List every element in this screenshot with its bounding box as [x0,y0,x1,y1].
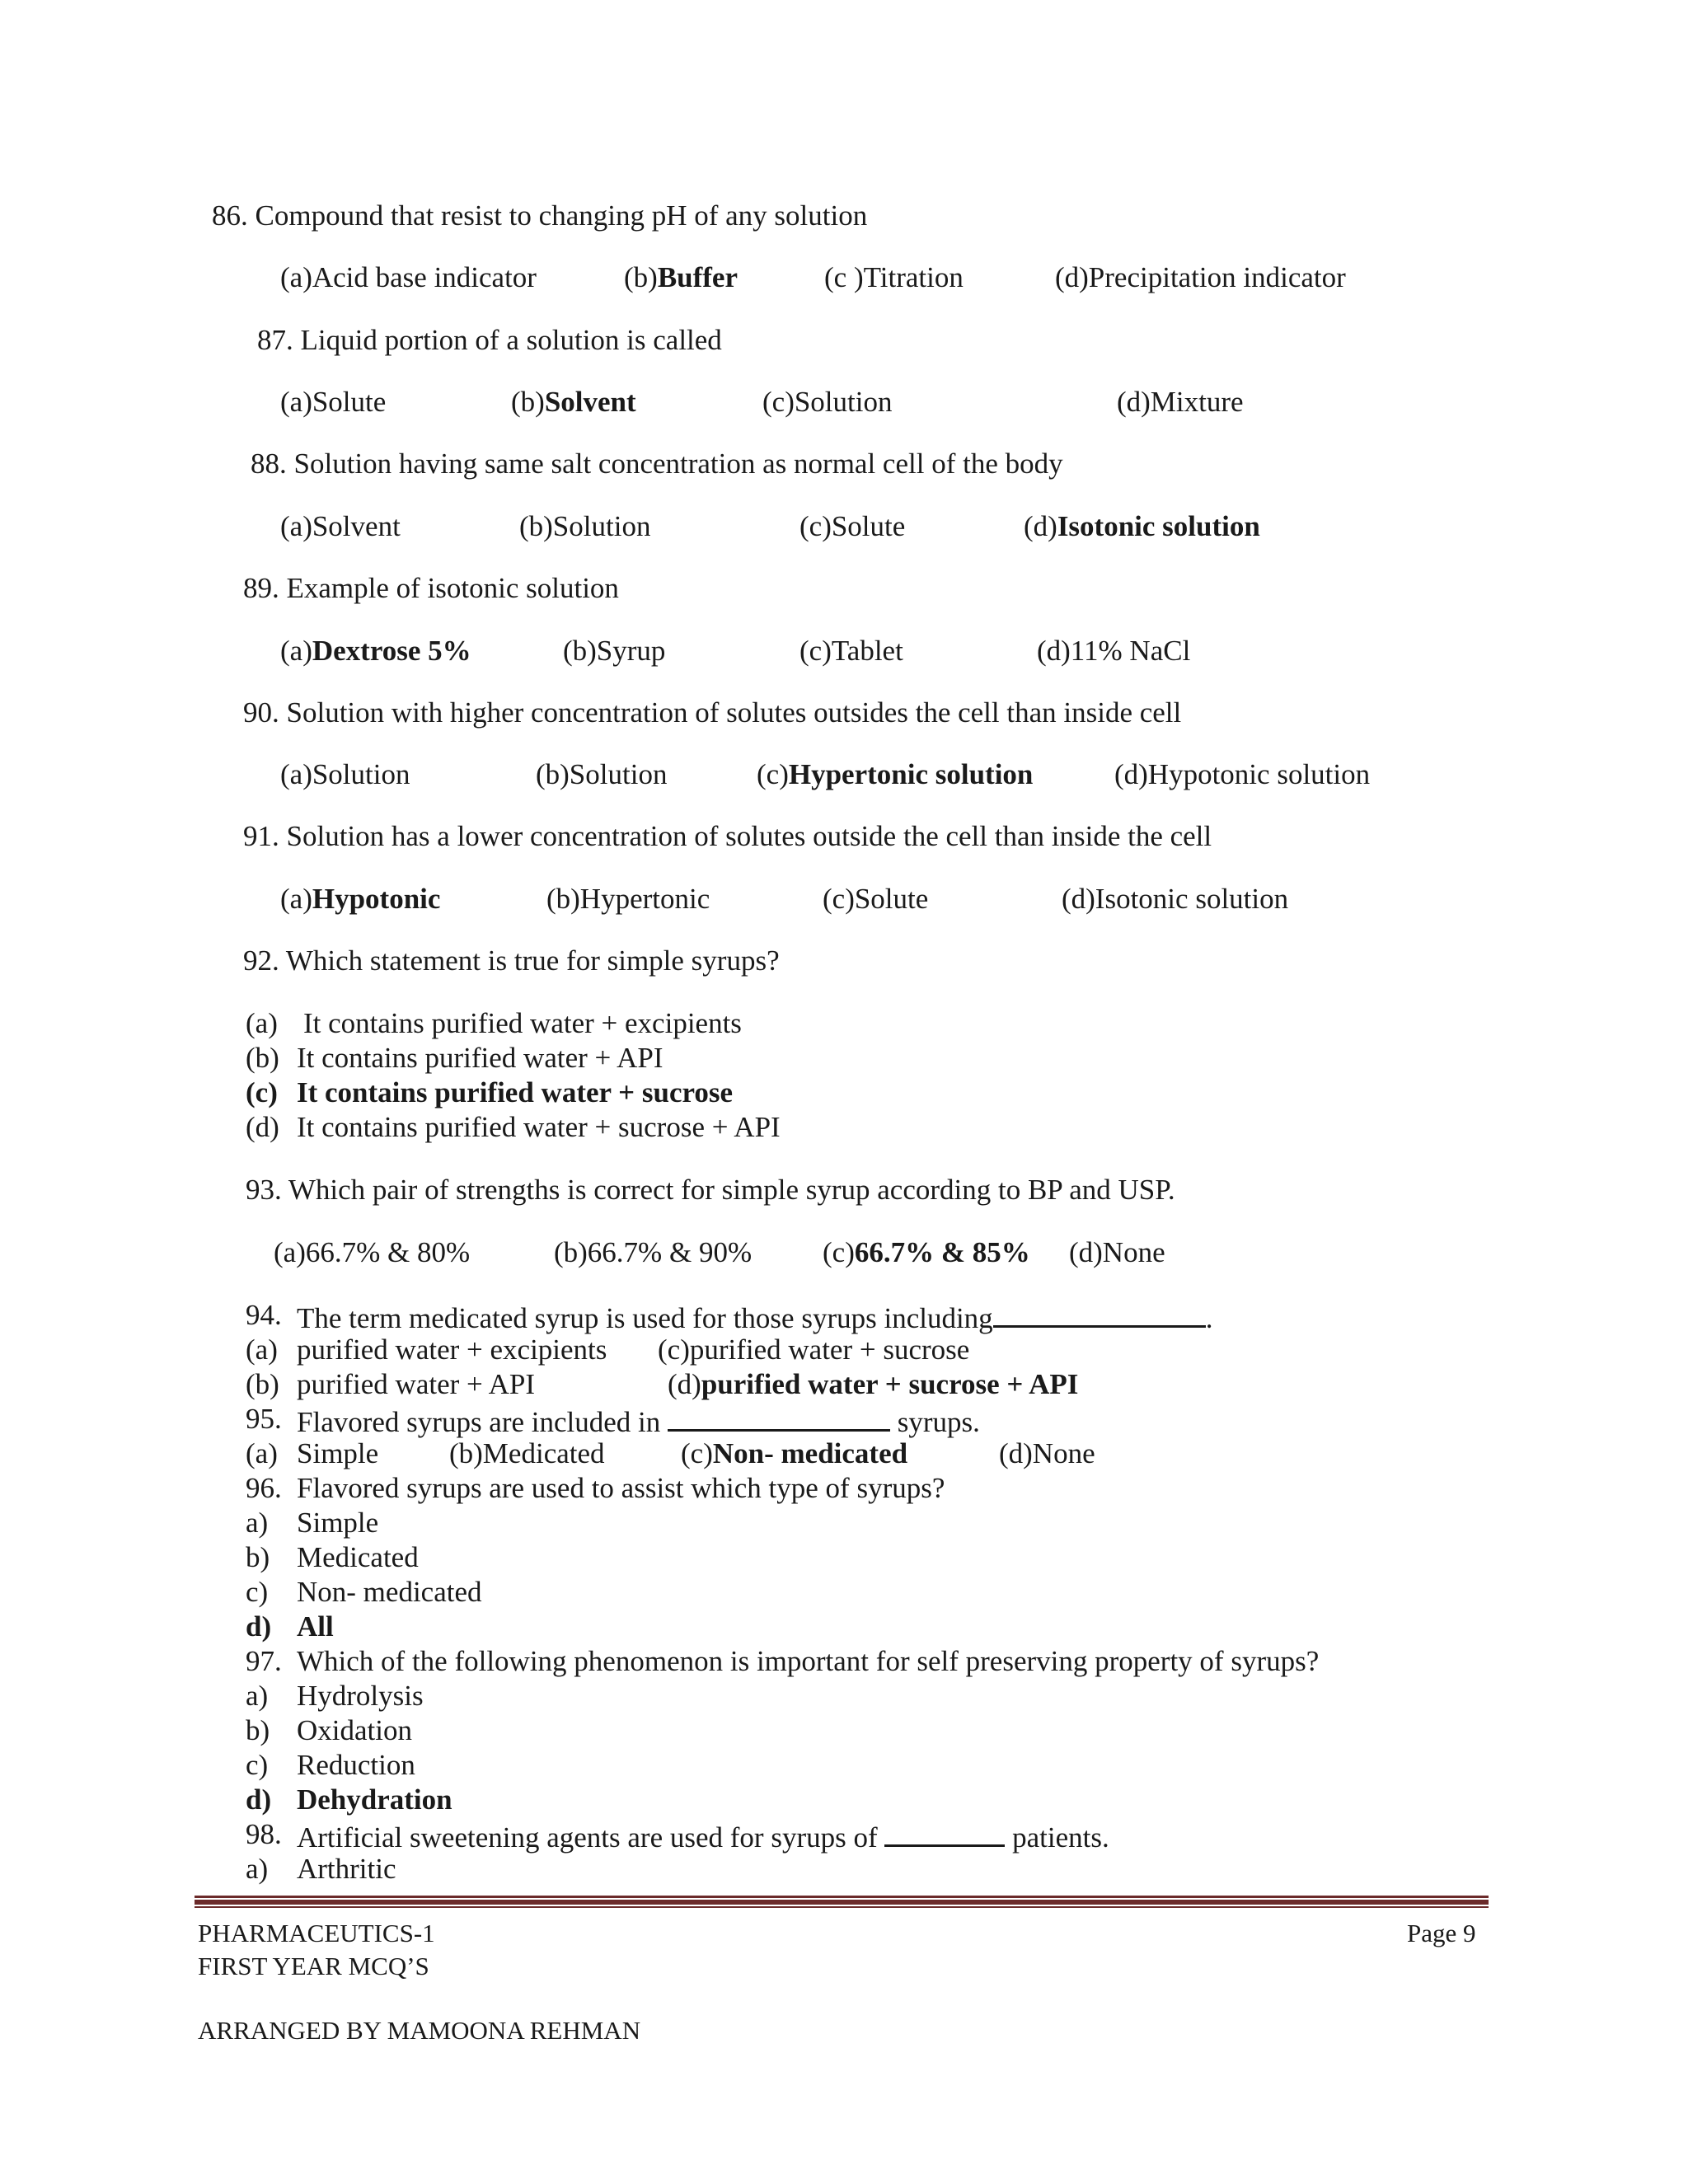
q90-option-a: (a)Solution [280,758,410,790]
q96-number: 96. [246,1472,282,1504]
question-91: 91. Solution has a lower concentration of solutes outside the cell than inside the cell [243,820,1212,852]
q91-option-a: (a)Hypotonic [280,883,441,915]
question-97: Which of the following phenomenon is important for self preserving property of syrups? [297,1645,1320,1677]
q92-option-a: It contains purified water + excipients [303,1007,742,1039]
q97-option-c-label: c) [246,1749,269,1781]
q98-option-a: Arthritic [297,1853,396,1885]
q89-option-a: (a)Dextrose 5% [280,635,471,667]
q92-option-d: It contains purified water + sucrose + API [297,1111,781,1143]
q98-number: 98. [246,1818,282,1850]
question-86: 86. Compound that resist to changing pH of any solution [212,199,868,232]
q95-option-c: (c)Non- medicated [681,1437,908,1469]
q97-option-c: Reduction [297,1749,415,1781]
q88-option-c: (c)Solute [799,510,906,542]
q95-number: 95. [246,1403,282,1435]
q94-blank [993,1301,1206,1328]
q92-option-c [297,1078,733,1107]
q94-answer: purified water + sucrose + API [701,1368,1079,1400]
q97-option-a-label: a) [246,1680,269,1712]
q95-blank [668,1404,890,1432]
q91-option-d: (d)Isotonic solution [1062,883,1289,915]
footer-course: PHARMACEUTICS-1 [198,1919,435,1947]
q90-answer: Hypertonic solution [788,758,1034,790]
q97-option-d [297,1785,452,1814]
q86-option-c: (c )Titration [824,261,964,293]
q87-option-d: (d)Mixture [1117,386,1244,418]
q94-option-a: purified water + excipients [297,1333,607,1366]
q96-option-b-label: b) [246,1541,270,1573]
q93-answer: 66.7% & 85% [854,1236,1030,1268]
question-90: 90. Solution with higher concentration of solutes outsides the cell than inside cell [243,696,1182,729]
q92-option-b-label: (b) [246,1042,279,1074]
q95-option-d: (d)None [999,1437,1095,1469]
q94-option-b: purified water + API [297,1368,535,1400]
q92-option-a-label: (a) [246,1007,278,1039]
q92-option-c-label: (c) [246,1076,278,1108]
footer-rule [195,1896,1489,1909]
q96-option-d [297,1612,334,1641]
q98-blank [884,1820,1005,1847]
q94-option-a-label: (a) [246,1333,278,1366]
q91-answer: Hypotonic [312,883,441,915]
q90-option-d: (d)Hypotonic solution [1114,758,1371,790]
q87-option-b: (b)Solvent [511,386,636,418]
q93-option-b: (b)66.7% & 90% [554,1236,753,1268]
q91-option-c: (c)Solute [823,883,929,915]
question-88: 88. Solution having same salt concentration as normal cell of the body [251,448,1063,480]
q86-option-d: (d)Precipitation indicator [1055,261,1346,293]
q88-option-a: (a)Solvent [280,510,401,542]
question-92: 92. Which statement is true for simple syrups? [243,944,780,977]
question-95: Flavored syrups are included in syrups. [297,1406,980,1438]
q88-option-b: (b)Solution [519,510,651,542]
question-89: 89. Example of isotonic solution [243,572,619,604]
q89-option-b: (b)Syrup [563,635,666,667]
q95-option-a-label: (a) [246,1437,278,1469]
q94-number: 94. [246,1299,282,1331]
q93-option-a: (a)66.7% & 80% [274,1236,471,1268]
q89-option-c: (c)Tablet [799,635,903,667]
q95-option-b: (b)Medicated [449,1437,605,1469]
q94-option-c: (c)purified water + sucrose [658,1333,970,1366]
q96-option-a-label: a) [246,1507,269,1539]
q95-answer: Non- medicated [712,1437,908,1469]
q93-option-d: (d)None [1069,1236,1165,1268]
q96-option-d-label: d) [246,1610,272,1643]
q90-option-c: (c)Hypertonic solution [757,758,1034,790]
q97-option-d-label: d) [246,1783,272,1816]
q87-option-c: (c)Solution [762,386,893,418]
q86-answer: Buffer [657,261,738,293]
q92-option-b: It contains purified water + API [297,1042,663,1074]
q97-option-b: Oxidation [297,1714,412,1746]
q88-option-d: (d)Isotonic solution [1024,510,1260,542]
q86-option-a: (a)Acid base indicator [280,261,537,293]
q94-option-b-label: (b) [246,1368,279,1400]
q89-option-d: (d)11% NaCl [1037,635,1191,667]
q86-option-b: (b)Buffer [624,261,738,293]
question-87: 87. Liquid portion of a solution is called [257,324,722,356]
q92-answer: It contains purified water + sucrose [297,1076,734,1108]
q91-option-b: (b)Hypertonic [546,883,710,915]
q90-option-b: (b)Solution [536,758,668,790]
q97-option-b-label: b) [246,1714,270,1746]
q93-option-c: (c)66.7% & 85% [823,1236,1030,1268]
footer-year: FIRST YEAR MCQ’S [198,1952,429,1980]
q96-option-c: Non- medicated [297,1576,482,1608]
footer-author: ARRANGED BY MAMOONA REHMAN [198,2016,641,2045]
question-96: Flavored syrups are used to assist which type of syrups? [297,1472,945,1504]
q97-option-a: Hydrolysis [297,1680,424,1712]
question-94: The term medicated syrup is used for those syrups including . [297,1302,1213,1334]
q92-option-d-label: (d) [246,1111,279,1143]
q94-option-d: (d)purified water + sucrose + API [668,1368,1079,1400]
q97-answer: Dehydration [297,1783,452,1816]
question-98: Artificial sweetening agents are used for syrups of patients. [297,1821,1109,1854]
q97-number: 97. [246,1645,282,1677]
footer-page-number: Page 9 [1407,1919,1476,1947]
q87-option-a: (a)Solute [280,386,387,418]
q96-option-b: Medicated [297,1541,419,1573]
q96-answer: All [297,1610,334,1643]
q89-answer: Dextrose 5% [312,635,471,667]
q96-option-c-label: c) [246,1576,269,1608]
question-93: 93. Which pair of strengths is correct for simple syrup according to BP and USP. [246,1174,1175,1206]
q98-option-a-label: a) [246,1853,269,1885]
q88-answer: Isotonic solution [1057,510,1260,542]
q87-answer: Solvent [544,386,636,418]
q95-option-a: Simple [297,1437,379,1469]
q96-option-a: Simple [297,1507,379,1539]
